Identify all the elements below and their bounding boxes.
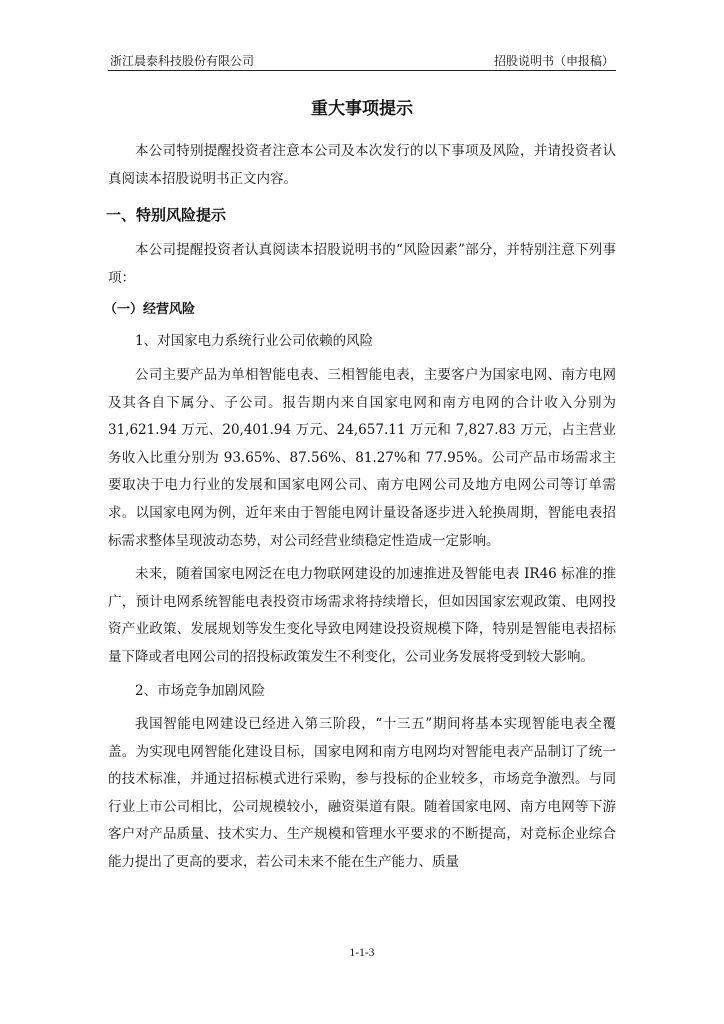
- dependency-risk-paragraph-1: 公司主要产品为单相智能电表、三相智能电表，主要客户为国家电网、南方电网及其各自下属分、子公司。报告期内来自国家电网和南方电网的合计收入分别为 31,621.94 万元、20,401.94 万元、24,657.11 万元和 7,827.83 万元，占主营业务收入比重分别为 93.65%、87.56%、81.27%和 77.95%。公司产品市场需求主要取决于电力行业的发展和国家电网公司、南方电网公司及地方电网公司等订单需求。以国家电网为例，近年来由于智能电网计量设备逐步进入轮换周期，智能电表招标需求整体呈现波动态势，对公司经营业绩稳定性造成一定影响。: [108, 366, 616, 549]
- item-heading-dependency-risk: 1、对国家电力系统行业公司依赖的风险: [135, 333, 374, 350]
- page-header: [108, 46, 616, 71]
- header-document-type: 招股说明书（申报稿）: [493, 54, 614, 68]
- document-title: 重大事项提示: [311, 99, 413, 119]
- document-body: [104, 96, 616, 877]
- page-number: 1-1-3: [349, 947, 375, 959]
- dependency-risk-paragraph-2: 未来，随着国家电网泛在电力物联网建设的加速推进及智能电表 IR46 标准的推广，预计电网系统智能电表投资市场需求将持续增长，但如因国家宏观政策、电网投资产业政策、发展规划等发生变化导致电网建设投资规模下降，特别是智能电表招标量下降或者电网公司的招投标政策发生不利变化，公司业务发展将受到较大影响。: [108, 566, 616, 665]
- header-company-name: 浙江晨泰科技股份有限公司: [110, 54, 255, 68]
- section-intro-paragraph: 本公司提醒投资者认真阅读本招股说明书的“风险因素”部分，并特别注意下列事项：: [108, 242, 616, 286]
- competition-risk-paragraph: 我国智能电网建设已经进入第三阶段，“十三五”期间将基本实现智能电表全覆盖。为实现电网智能化建设目标，国家电网和南方电网均对智能电表产品制订了统一的技术标准，并通过招标模式进行采购，参与投标的企业较多，市场竞争激烈。与同行业上市公司相比，公司规模较小，融资渠道有限。随着国家电网、南方电网等下游客户对产品质量、技术实力、生产规模和管理水平要求的不断提高，对竞标企业综合能力提出了更高的要求，若公司未来不能在生产能力、质量: [108, 716, 616, 871]
- subsection-heading-operating-risk: （一）经营风险: [104, 302, 196, 318]
- item-heading-competition-risk: 2、市场竞争加剧风险: [135, 682, 266, 699]
- section-heading-special-risk: 一、特别风险提示: [106, 206, 227, 225]
- intro-paragraph: 本公司特别提醒投资者注意本公司及本次发行的以下事项及风险，并请投资者认真阅读本招股说明书正文内容。: [108, 143, 616, 187]
